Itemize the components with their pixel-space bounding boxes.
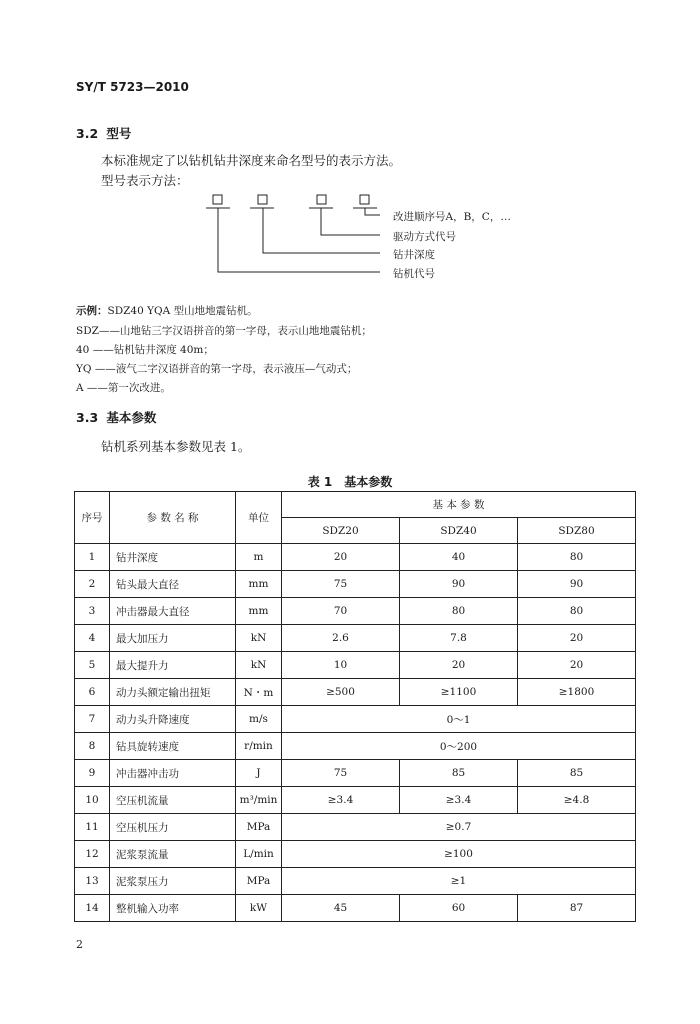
row-index: 4 [75,625,110,652]
box-3 [317,195,326,204]
section-number: 3.2 [76,126,99,141]
table-body [75,544,636,922]
row-unit: mm [236,598,282,625]
model-designation-diagram [200,192,520,282]
standard-code: SY/T 5723—2010 [76,80,189,94]
row-index: 9 [75,760,110,787]
section-title: 型号 [106,126,132,141]
row-param-name: 最大加压力 [110,625,236,652]
row-value: 7.8 [400,625,518,652]
row-value: 90 [518,571,636,598]
row-param-name: 动力头升降速度 [110,706,236,733]
box-1 [213,195,222,204]
row-unit: kW [236,895,282,922]
row-value: 80 [400,598,518,625]
row-param-name: 空压机压力 [110,814,236,841]
row-param-name: 钻具旋转速度 [110,733,236,760]
table-row [75,625,636,652]
row-index: 10 [75,787,110,814]
row-value-merged: 0～1 [282,706,636,733]
row-unit: MPa [236,814,282,841]
row-param-name: 整机输入功率 [110,895,236,922]
row-unit: mm [236,571,282,598]
header-model-sdz80: SDZ80 [518,518,636,544]
row-param-name: 冲击器冲击功 [110,760,236,787]
row-value: 20 [282,544,400,571]
table-row [75,733,636,760]
section-number: 3.3 [76,410,99,425]
row-value: 20 [400,652,518,679]
row-value: 45 [282,895,400,922]
page-number: 2 [76,938,83,951]
example-label: 示例： [76,305,108,317]
row-value: 75 [282,760,400,787]
table-row [75,787,636,814]
example-text: SDZ40 YQA 型山地地震钻机。 [107,305,258,317]
table-row [75,679,636,706]
diagram-label-drive: 驱动方式代号 [393,231,456,243]
table-row [75,598,636,625]
header-params: 基 本 参 数 [282,492,636,518]
row-value: ≥500 [282,679,400,706]
row-unit: MPa [236,868,282,895]
example-line-1: SDZ——山地钻三字汉语拼音的第一字母，表示山地地震钻机； [76,325,372,337]
table-row [75,706,636,733]
row-value: 75 [282,571,400,598]
row-value: ≥1800 [518,679,636,706]
row-index: 1 [75,544,110,571]
table-row [75,895,636,922]
row-param-name: 动力头额定输出扭矩 [110,679,236,706]
header-index: 序号 [75,492,110,544]
row-value: 85 [518,760,636,787]
table-row [75,652,636,679]
row-value: ≥1100 [400,679,518,706]
row-unit: m/s [236,706,282,733]
header-model-sdz20: SDZ20 [282,518,400,544]
row-value-merged: 0～200 [282,733,636,760]
box-4 [360,195,369,204]
row-param-name: 泥浆泵流量 [110,841,236,868]
header-name: 参 数 名 称 [110,492,236,544]
row-index: 8 [75,733,110,760]
row-value: 87 [518,895,636,922]
row-value-merged: ≥0.7 [282,814,636,841]
example-title [76,303,258,318]
example-line-3: YQ ——液气二字汉语拼音的第一字母，表示液压—气动式； [76,363,358,375]
diagram-label-code: 钻机代号 [393,268,435,280]
row-unit: r/min [236,733,282,760]
row-value: 20 [518,625,636,652]
row-unit: m [236,544,282,571]
row-unit: kN [236,625,282,652]
row-value: 80 [518,598,636,625]
row-index: 14 [75,895,110,922]
row-index: 12 [75,841,110,868]
row-param-name: 最大提升力 [110,652,236,679]
row-unit: N・m [236,679,282,706]
row-param-name: 钻头最大直径 [110,571,236,598]
row-unit: kN [236,652,282,679]
row-value: 40 [400,544,518,571]
box-2 [258,195,267,204]
row-value: 80 [518,544,636,571]
row-unit: m³/min [236,787,282,814]
diagram-label-improvement: 改进顺序号A，B，C，… [393,211,511,223]
row-unit: J [236,760,282,787]
row-value: ≥3.4 [400,787,518,814]
row-index: 13 [75,868,110,895]
row-index: 11 [75,814,110,841]
table-row [75,760,636,787]
table-title: 表 1 基本参数 [307,475,393,489]
row-value: 2.6 [282,625,400,652]
row-index: 5 [75,652,110,679]
row-index: 7 [75,706,110,733]
row-value: 90 [400,571,518,598]
row-unit: L/min [236,841,282,868]
section-3-3-heading [76,408,156,426]
row-index: 2 [75,571,110,598]
example-line-2: 40 ——钻机钻井深度 40m； [76,344,214,356]
row-value: ≥3.4 [282,787,400,814]
table-row [75,544,636,571]
row-value: 85 [400,760,518,787]
section-title: 基本参数 [106,410,157,425]
row-value: 70 [282,598,400,625]
basic-parameters-table [74,491,636,922]
model-method-label: 型号表示方法： [101,173,189,188]
header-unit: 单位 [236,492,282,544]
example-line-4: A ——第一次改进。 [76,382,171,394]
table-row [75,571,636,598]
row-value-merged: ≥100 [282,841,636,868]
diagram-label-depth: 钻井深度 [393,249,435,261]
row-index: 3 [75,598,110,625]
section-3-2-heading [76,124,131,142]
row-value-merged: ≥1 [282,868,636,895]
row-param-name: 泥浆泵压力 [110,868,236,895]
row-value: 20 [518,652,636,679]
table-row [75,814,636,841]
row-index: 6 [75,679,110,706]
table-row [75,841,636,868]
header-model-sdz40: SDZ40 [400,518,518,544]
row-value: ≥4.8 [518,787,636,814]
row-value: 10 [282,652,400,679]
section-3-3-intro: 钻机系列基本参数见表 1。 [101,439,251,454]
section-3-2-intro: 本标准规定了以钻机钻井深度来命名型号的表示方法。 [101,153,402,168]
row-param-name: 冲击器最大直径 [110,598,236,625]
row-param-name: 空压机流量 [110,787,236,814]
row-param-name: 钻井深度 [110,544,236,571]
row-value: 60 [400,895,518,922]
table-row [75,868,636,895]
